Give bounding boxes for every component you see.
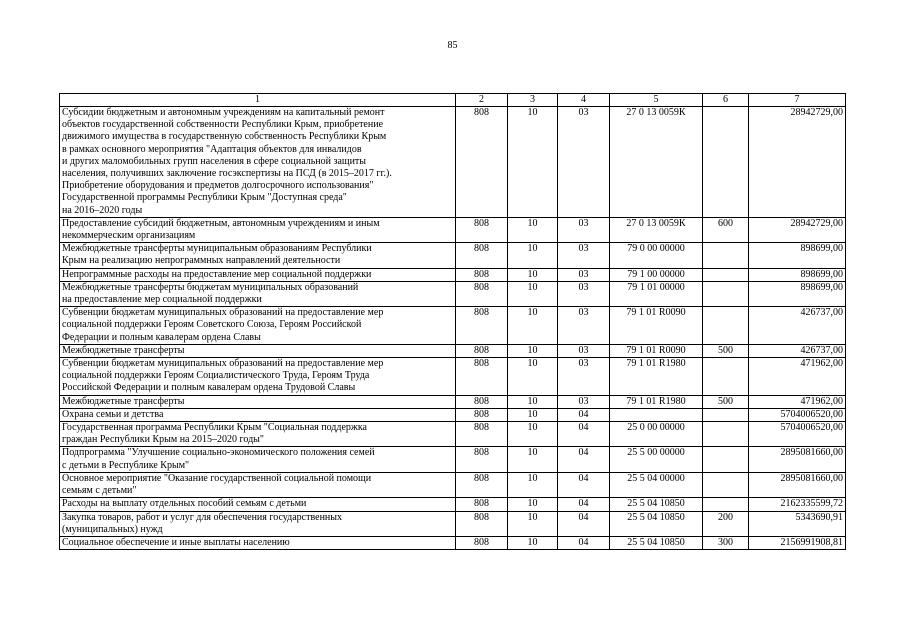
row-name: Закупка товаров, работ и услуг для обеспечения государственных (муниципальных) нужд	[60, 511, 456, 536]
row-expense-type	[703, 268, 749, 281]
row-expense-type: 500	[703, 344, 749, 357]
row-expense-type	[703, 447, 749, 472]
row-section: 10	[508, 511, 558, 536]
row-subsection: 04	[558, 472, 610, 497]
row-subsection: 03	[558, 107, 610, 218]
row-amount: 5343690,91	[749, 511, 846, 536]
row-amount: 426737,00	[749, 344, 846, 357]
row-target-article: 79 1 00 00000	[610, 268, 703, 281]
row-subsection: 03	[558, 395, 610, 408]
row-grbs: 808	[456, 511, 508, 536]
table-row	[60, 107, 846, 218]
row-amount: 898699,00	[749, 281, 846, 306]
row-amount: 471962,00	[749, 358, 846, 396]
table-row	[60, 511, 846, 536]
row-target-article: 25 5 04 10850	[610, 511, 703, 536]
row-expense-type	[703, 358, 749, 396]
row-grbs: 808	[456, 243, 508, 268]
row-grbs: 808	[456, 395, 508, 408]
row-name: Охрана семьи и детства	[60, 408, 456, 421]
row-target-article: 27 0 13 0059К	[610, 217, 703, 242]
row-subsection: 03	[558, 358, 610, 396]
row-amount: 2156991908,81	[749, 536, 846, 549]
row-subsection: 03	[558, 281, 610, 306]
row-grbs: 808	[456, 107, 508, 218]
row-subsection: 04	[558, 408, 610, 421]
table-row	[60, 422, 846, 447]
table-row	[60, 268, 846, 281]
col-header-1: 1	[60, 94, 456, 107]
row-amount: 471962,00	[749, 395, 846, 408]
row-name: Социальное обеспечение и иные выплаты населению	[60, 536, 456, 549]
row-name: Подпрограмма "Улучшение социально-экономического положения семей с детьми в Республике Крым"	[60, 447, 456, 472]
col-header-2: 2	[456, 94, 508, 107]
row-section: 10	[508, 307, 558, 345]
table-row	[60, 498, 846, 511]
table-row	[60, 307, 846, 345]
row-subsection: 03	[558, 268, 610, 281]
row-section: 10	[508, 536, 558, 549]
table-row	[60, 395, 846, 408]
row-expense-type	[703, 408, 749, 421]
row-subsection: 03	[558, 344, 610, 357]
row-name: Основное мероприятие "Оказание государственной социальной помощи семьям с детьми"	[60, 472, 456, 497]
row-subsection: 03	[558, 243, 610, 268]
row-name: Субвенции бюджетам муниципальных образований на предоставление мер социальной поддержки Героям Социалистического Труда, Героям Труда Российской Федерации и полным кавалерам ордена Трудовой Славы	[60, 358, 456, 396]
row-amount: 2895081660,00	[749, 447, 846, 472]
row-grbs: 808	[456, 217, 508, 242]
row-name: Межбюджетные трансферты	[60, 395, 456, 408]
row-section: 10	[508, 268, 558, 281]
col-header-6: 6	[703, 94, 749, 107]
row-expense-type	[703, 498, 749, 511]
row-grbs: 808	[456, 536, 508, 549]
row-expense-type: 200	[703, 511, 749, 536]
table-body	[60, 107, 846, 550]
row-amount: 2162335599,72	[749, 498, 846, 511]
row-section: 10	[508, 472, 558, 497]
row-name: Государственная программа Республики Крым "Социальная поддержка граждан Республики Крым на 2015–2020 годы"	[60, 422, 456, 447]
col-header-4: 4	[558, 94, 610, 107]
row-section: 10	[508, 498, 558, 511]
row-expense-type	[703, 243, 749, 268]
row-grbs: 808	[456, 447, 508, 472]
row-section: 10	[508, 344, 558, 357]
row-section: 10	[508, 281, 558, 306]
row-name: Субвенции бюджетам муниципальных образований на предоставление мер социальной поддержки Героям Советского Союза, Героям Российской Федерации и полным кавалерам ордена Славы	[60, 307, 456, 345]
row-expense-type	[703, 307, 749, 345]
row-subsection: 04	[558, 536, 610, 549]
row-subsection: 04	[558, 511, 610, 536]
row-grbs: 808	[456, 498, 508, 511]
row-amount: 28942729,00	[749, 107, 846, 218]
row-subsection: 04	[558, 422, 610, 447]
row-section: 10	[508, 447, 558, 472]
row-grbs: 808	[456, 344, 508, 357]
row-name: Межбюджетные трансферты муниципальным образованиям Республики Крым на реализацию непрограммных направлений деятельности	[60, 243, 456, 268]
row-grbs: 808	[456, 268, 508, 281]
row-amount: 5704006520,00	[749, 408, 846, 421]
row-subsection: 04	[558, 447, 610, 472]
table-row	[60, 217, 846, 242]
row-subsection: 04	[558, 498, 610, 511]
row-section: 10	[508, 358, 558, 396]
col-header-3: 3	[508, 94, 558, 107]
row-amount: 898699,00	[749, 243, 846, 268]
row-expense-type: 300	[703, 536, 749, 549]
row-name: Предоставление субсидий бюджетным, автономным учреждениям и иным некоммерческим организациям	[60, 217, 456, 242]
row-subsection: 03	[558, 307, 610, 345]
row-expense-type	[703, 422, 749, 447]
table-row	[60, 344, 846, 357]
table-row	[60, 281, 846, 306]
row-name: Межбюджетные трансферты бюджетам муниципальных образований на предоставление мер социальной поддержки	[60, 281, 456, 306]
row-target-article: 79 1 01 R1980	[610, 395, 703, 408]
row-expense-type	[703, 107, 749, 218]
page-number: 85	[447, 40, 458, 51]
row-name: Межбюджетные трансферты	[60, 344, 456, 357]
row-target-article: 25 0 00 00000	[610, 422, 703, 447]
row-amount: 28942729,00	[749, 217, 846, 242]
row-target-article: 79 1 01 R1980	[610, 358, 703, 396]
row-grbs: 808	[456, 422, 508, 447]
row-section: 10	[508, 395, 558, 408]
row-section: 10	[508, 408, 558, 421]
row-target-article: 25 5 04 10850	[610, 498, 703, 511]
row-target-article: 25 5 00 00000	[610, 447, 703, 472]
row-amount: 5704006520,00	[749, 422, 846, 447]
row-grbs: 808	[456, 408, 508, 421]
row-name: Субсидии бюджетным и автономным учреждениям на капитальный ремонт объектов государственной собственности Республики Крым, приобретение движимого имущества в государственную собственность Республики Крым в рамках основного мероприятия "Адаптация объектов для инвалидов и других маломобильных групп населения в сфере социальной защиты населения, получивших заключение госэкспертизы на ПСД (в 2015–2017 гг.). Приобретение оборудования и предметов долгосрочного использования" Государственной программы Республики Крым "Доступная среда" на 2016–2020 годы	[60, 107, 456, 218]
row-target-article: 79 1 01 R0090	[610, 344, 703, 357]
table-row	[60, 243, 846, 268]
header-row	[60, 94, 846, 107]
row-name: Непрограммные расходы на предоставление мер социальной поддержки	[60, 268, 456, 281]
row-grbs: 808	[456, 472, 508, 497]
row-target-article: 27 0 13 0059К	[610, 107, 703, 218]
row-expense-type	[703, 281, 749, 306]
row-target-article: 79 0 00 00000	[610, 243, 703, 268]
row-grbs: 808	[456, 281, 508, 306]
row-name: Расходы на выплату отдельных пособий семьям с детьми	[60, 498, 456, 511]
table-row	[60, 536, 846, 549]
row-expense-type: 600	[703, 217, 749, 242]
table-row	[60, 472, 846, 497]
row-expense-type	[703, 472, 749, 497]
row-expense-type: 500	[703, 395, 749, 408]
row-section: 10	[508, 422, 558, 447]
row-amount: 2895081660,00	[749, 472, 846, 497]
row-target-article: 25 5 04 00000	[610, 472, 703, 497]
col-header-7: 7	[749, 94, 846, 107]
row-grbs: 808	[456, 307, 508, 345]
row-target-article: 79 1 01 00000	[610, 281, 703, 306]
row-subsection: 03	[558, 217, 610, 242]
row-section: 10	[508, 107, 558, 218]
row-target-article	[610, 408, 703, 421]
row-grbs: 808	[456, 358, 508, 396]
row-target-article: 79 1 01 R0090	[610, 307, 703, 345]
row-section: 10	[508, 243, 558, 268]
row-section: 10	[508, 217, 558, 242]
row-amount: 426737,00	[749, 307, 846, 345]
table-row	[60, 447, 846, 472]
budget-table	[59, 93, 846, 550]
col-header-5: 5	[610, 94, 703, 107]
table-row	[60, 358, 846, 396]
row-amount: 898699,00	[749, 268, 846, 281]
table-row	[60, 408, 846, 421]
row-target-article: 25 5 04 10850	[610, 536, 703, 549]
